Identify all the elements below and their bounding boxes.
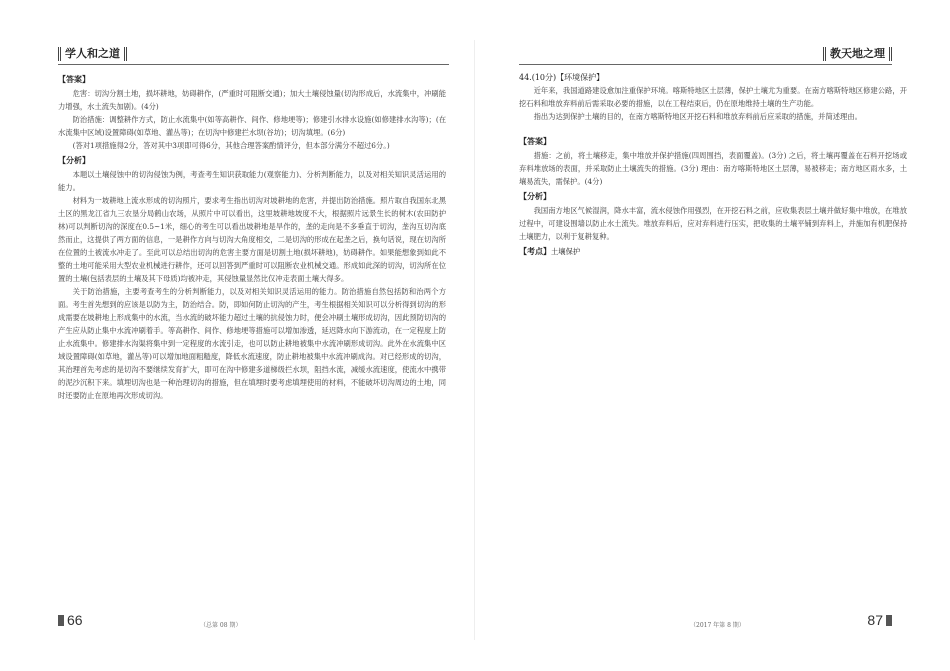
right-footnote: （2017 年第 8 期） bbox=[690, 622, 745, 629]
right-page-number bbox=[867, 612, 892, 628]
left-footnote: （总第 08 期） bbox=[200, 622, 242, 629]
question-heading: 44.(10分)【环境保护】 bbox=[519, 73, 605, 82]
right-analysis-tag: 【分析】 bbox=[519, 192, 551, 201]
answer-measures: 防治措施：调整耕作方式，防止水流集中(如等高耕作、间作、修地埂等)；修建引水排水设施(如修建排水沟等)；(在水流集中区域)设置障碍(如草地、灌丛等)；在切沟中修建拦水坝(谷坊)；切沟填埋。(6分) bbox=[58, 115, 446, 137]
analysis-tag: 【分析】 bbox=[58, 156, 90, 165]
analysis-paragraph-2: 材料为一坡耕地上流水形成的切沟照片，要求考生指出切沟对坡耕地的危害，并提出防治措施。照片取自我国东北黑土区的黑龙江省九三农垦分局鹤山农场，从照片中可以看出，这里坡耕地坡度不大，根据照片远景生长的树木(农田防护林)可以判断切沟的深度在0.5~1米，细心的考生可以看出坡耕地是旱作的，垄的走向是不多垂直于切沟，垄沟互切沟底然而止，这提供了两方面的信息，一是耕作方向与切沟大角度相交，二是切沟的形成在起垄之后，换句话说，现在切沟所在位置的土被流水冲走了。至此可以总结出切沟的危害主要方面是切割土地(损坏耕地)，妨碍耕作。如果能想象到如此不整的土地可能采用大型农业机械进行耕作，还可以回答到严重时可以阻断农业机械交通。形成如此深的切沟，切沟所在位置的土壤(包括表层的土壤及其下母质)均被冲走，其侵蚀量显然比仅冲走表面土壤大得多。 bbox=[58, 196, 446, 283]
keypoint-line bbox=[519, 245, 907, 258]
right-page-number-text: 87 bbox=[867, 612, 883, 628]
analysis-paragraph-3: 关于防治措施，主要考查考生的分析判断能力，以及对相关知识灵活运用的能力。防治措施自然包括防和治两个方面。考生首先想到的应该是以防为主，防治结合。防，即如何防止切沟的产生，考生根据相关知识可以分析得到切沟的形成需要在坡耕地上形成集中的水流，当水流的破坏能力超过土壤的抗侵蚀力时，便会冲刷土壤形成切沟，因此预防切沟的产生应从防止集中水流冲刷着手。等高耕作、间作、修地埂等措施可以增加渗透，延迟降水向下游流动，在一定程度上防止水流集中。修建排水沟渠将集中到一定程度的水流引走，也可以防止耕地被集中水流冲刷形成切沟。此外在水流集中区域设置障碍(如草地，灌丛等)可以增加地面粗糙度，降低水流速度，防止耕地被集中水流冲刷成沟。对已经形成的切沟，其治理首先考虑的是切沟不要继续发育扩大，即可在沟中修建多道梯级拦水坝，阻挡水流，减缓水流速度，使流水中携带的泥沙沉积下来。填埋切沟也是一种治理切沟的措施，但在填埋时要考虑填埋使用的材料，不能破坏切沟周边的土地，同时还要防止在原地再次形成切沟。 bbox=[58, 287, 446, 400]
left-text-column bbox=[58, 71, 446, 402]
right-analysis-text: 我国南方地区气候湿润，降水丰富，流水侵蚀作用强烈，在开挖石料之前，应收集表层土壤并做好集中堆放，在堆放过程中，可建设围墙以防止水土流失。堆放弃料后，应对弃料进行压实，把收集的土壤平铺到弃料上，并施加有机肥保持土壤肥力，以利于复耕复种。 bbox=[519, 206, 907, 241]
right-text-column bbox=[519, 71, 907, 259]
left-page-number-text: 66 bbox=[67, 612, 83, 628]
answer-scoring-note: (答对1项措施得2分，答对其中3项即可得6分，其他合理答案酌情评分，但本部分满分不超过6分。) bbox=[72, 141, 390, 150]
right-page bbox=[475, 0, 950, 671]
keypoint-tag: 【考点】 bbox=[519, 247, 551, 256]
folio-square-icon bbox=[58, 615, 64, 626]
right-answer-tag: 【答案】 bbox=[519, 137, 551, 146]
right-answer-text: 措施：之前，将土壤移走，集中堆放并保护措施(四周围挡，表面覆盖)。(3分) 之后，将土壤再覆盖在石料开挖场或弃料堆放场的表面，并采取防止土壤流失的措施。(3分) 理由：南方喀斯特地区土层薄，易被移走；南方地区雨水多，土壤易流失，需保护。(4分) bbox=[519, 151, 907, 186]
keypoint-text: 土壤保护 bbox=[551, 247, 581, 256]
left-header-title: 学人和之道 bbox=[58, 47, 127, 61]
folio-square-icon bbox=[886, 615, 892, 626]
right-header-title: 教天地之理 bbox=[823, 47, 892, 61]
left-page-number bbox=[58, 612, 83, 628]
question-prompt: 指出为达到保护土壤的目的，在南方喀斯特地区开挖石料和堆放弃料前后应采取的措施，并简述理由。 bbox=[533, 112, 862, 121]
answer-tag: 【答案】 bbox=[58, 75, 90, 84]
analysis-paragraph-1: 本题以土壤侵蚀中的切沟侵蚀为例，考查考生知识获取能力(观察能力)、分析判断能力，以及对相关知识灵活运用的能力。 bbox=[58, 170, 446, 192]
question-material: 近年来，我国道路建设愈加注重保护环境。喀斯特地区土层薄，保护土壤尤为重要。在南方喀斯特地区修建公路，开挖石料和堆放弃料前后需采取必要的措施，以在工程结束后，仍在原地维持土壤的生产功能。 bbox=[519, 86, 907, 108]
right-running-header bbox=[519, 44, 892, 65]
left-running-header bbox=[58, 44, 449, 65]
answer-hazards: 危害：切沟分割土地，损坏耕地，妨碍耕作，(严重时可阻断交通)；加大土壤侵蚀量(切沟形成后，水流集中，冲刷能力增强，水土流失加剧)。(4分) bbox=[58, 89, 446, 111]
